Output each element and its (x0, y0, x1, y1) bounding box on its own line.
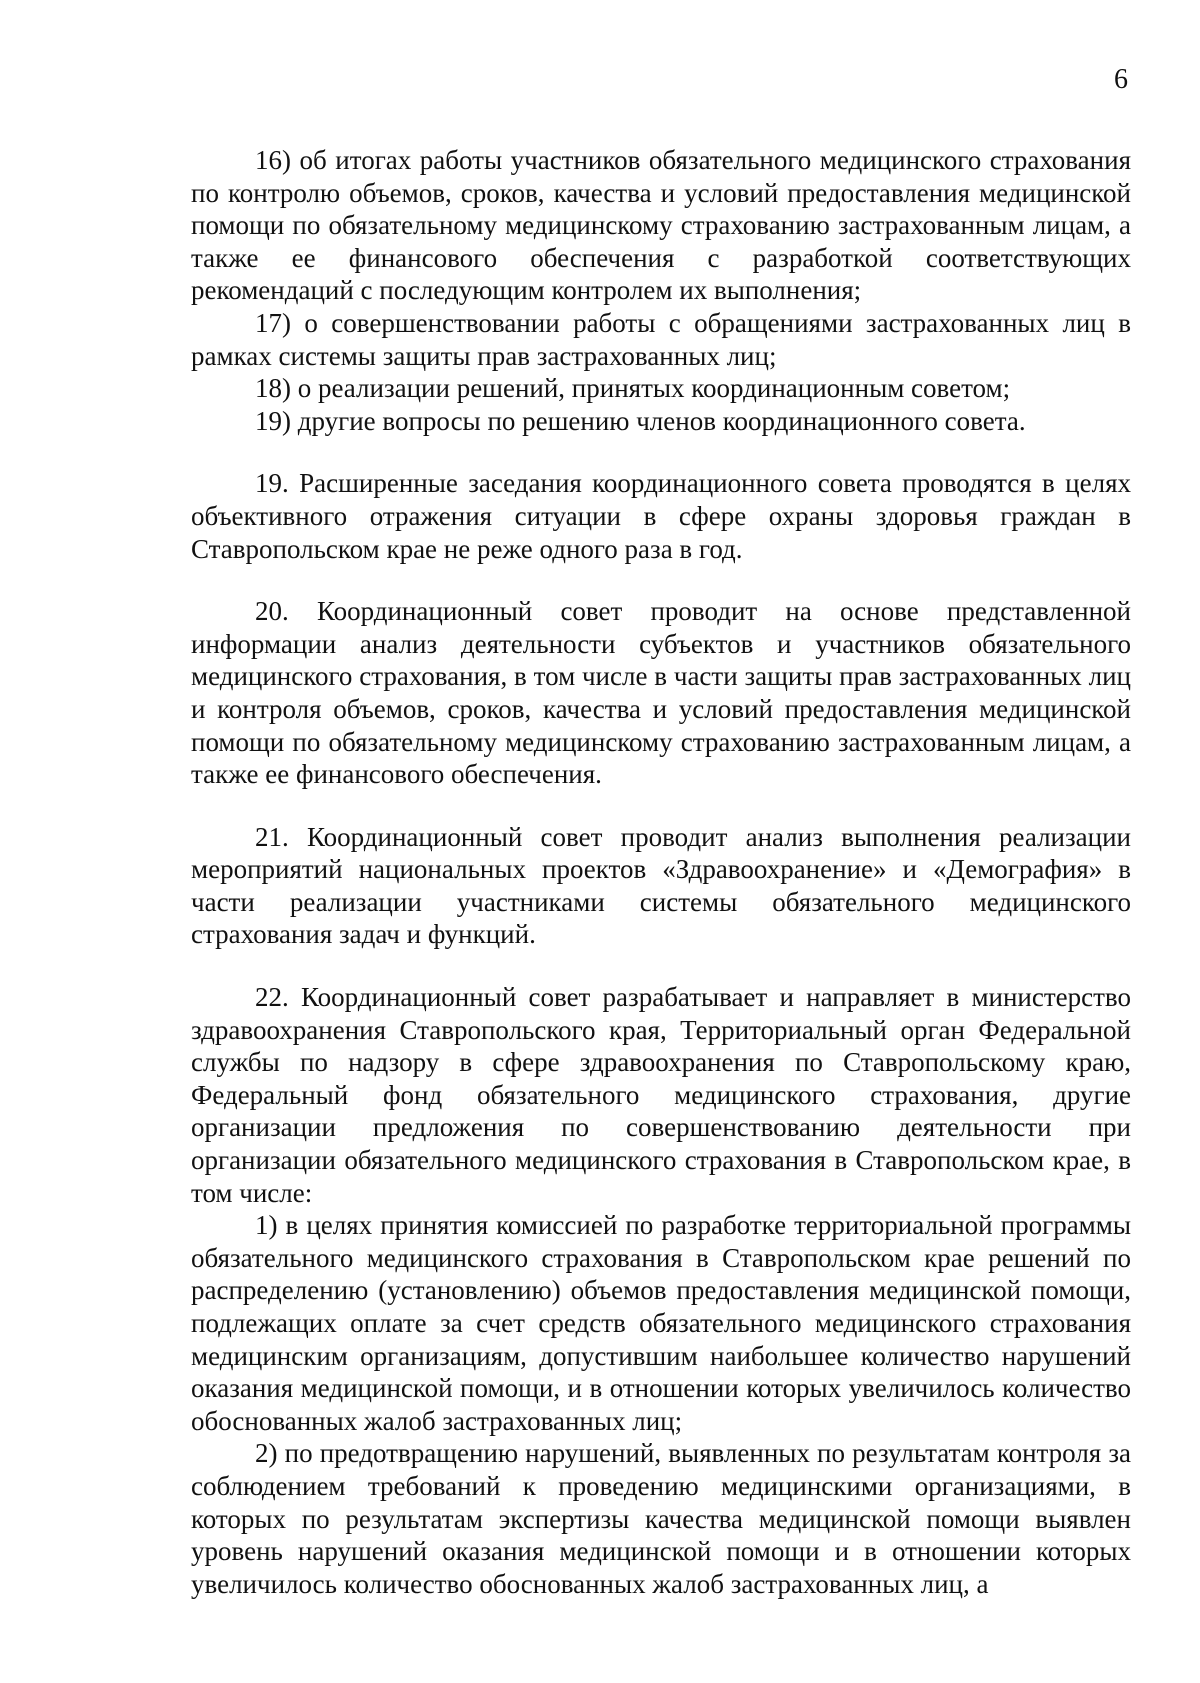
list-item-16: 16) об итогах работы участников обязательного медицинского страхования по контролю объемов, сроков, качества и условий предоставления медицинской помощи по обязательному медицинскому страхованию застрахованным лицам, а также ее финансового обеспечения с разработкой соответствующих рекомендаций с последующим контролем их выполнения; (191, 145, 1131, 306)
clause-22-item-2: 2) по предотвращению нарушений, выявленных по результатам контроля за соблюдением требований к проведению медицинскими организациями, в которых по результатам экспертизы качества медицинской помощи выявлен уровень нарушений оказания медицинской помощи и в отношении которых увеличилось количество обоснованных жалоб застрахованных лиц, а (191, 1438, 1131, 1599)
clause-22: 22. Координационный совет разрабатывает и направляет в министерство здравоохранения Ставропольского края, Территориальный орган Федеральной службы по надзору в сфере здравоохранения по Ставропольскому краю, Федеральный фонд обязательного медицинского страхования, другие организации предложения по совершенствованию деятельности при организации обязательного медицинского страхования в Ставропольском крае, в том числе: (191, 982, 1131, 1208)
page-number: 6 (1114, 64, 1128, 95)
list-item-19: 19) другие вопросы по решению членов координационного совета. (255, 405, 1026, 436)
clause-21: 21. Координационный совет проводит анализ выполнения реализации мероприятий национальных проектов «Здравоохранение» и «Демография» в части реализации участниками системы обязательного медицинского страхования задач и функций. (191, 821, 1131, 950)
clause-20: 20. Координационный совет проводит на основе представленной информации анализ деятельности субъектов и участников обязательного медицинского страхования, в том числе в части защиты прав застрахованных лиц и контроля объемов, сроков, качества и условий предоставления медицинской помощи по обязательному медицинскому страхованию застрахованным лицам, а также ее финансового обеспечения. (191, 596, 1131, 790)
list-item-18: 18) о реализации решений, принятых координационным советом; (255, 373, 1011, 404)
clause-22-item-1: 1) в целях принятия комиссией по разработке территориальной программы обязательного медицинского страхования в Ставропольском крае решений по распределению (установлению) объемов предоставления медицинской помощи, подлежащих оплате за счет средств обязательного медицинского страхования медицинским организациям, допустившим наибольшее количество нарушений оказания медицинской помощи, и в отношении которых увеличилось количество обоснованных жалоб застрахованных лиц; (191, 1210, 1131, 1436)
clause-19: 19. Расширенные заседания координационного совета проводятся в целях объективного отражения ситуации в сфере охраны здоровья граждан в Ставропольском крае не реже одного раза в год. (191, 468, 1131, 564)
list-item-17: 17) о совершенствовании работы с обращениями застрахованных лиц в рамках системы защиты прав застрахованных лиц; (191, 307, 1131, 371)
document-body (191, 144, 1131, 1600)
